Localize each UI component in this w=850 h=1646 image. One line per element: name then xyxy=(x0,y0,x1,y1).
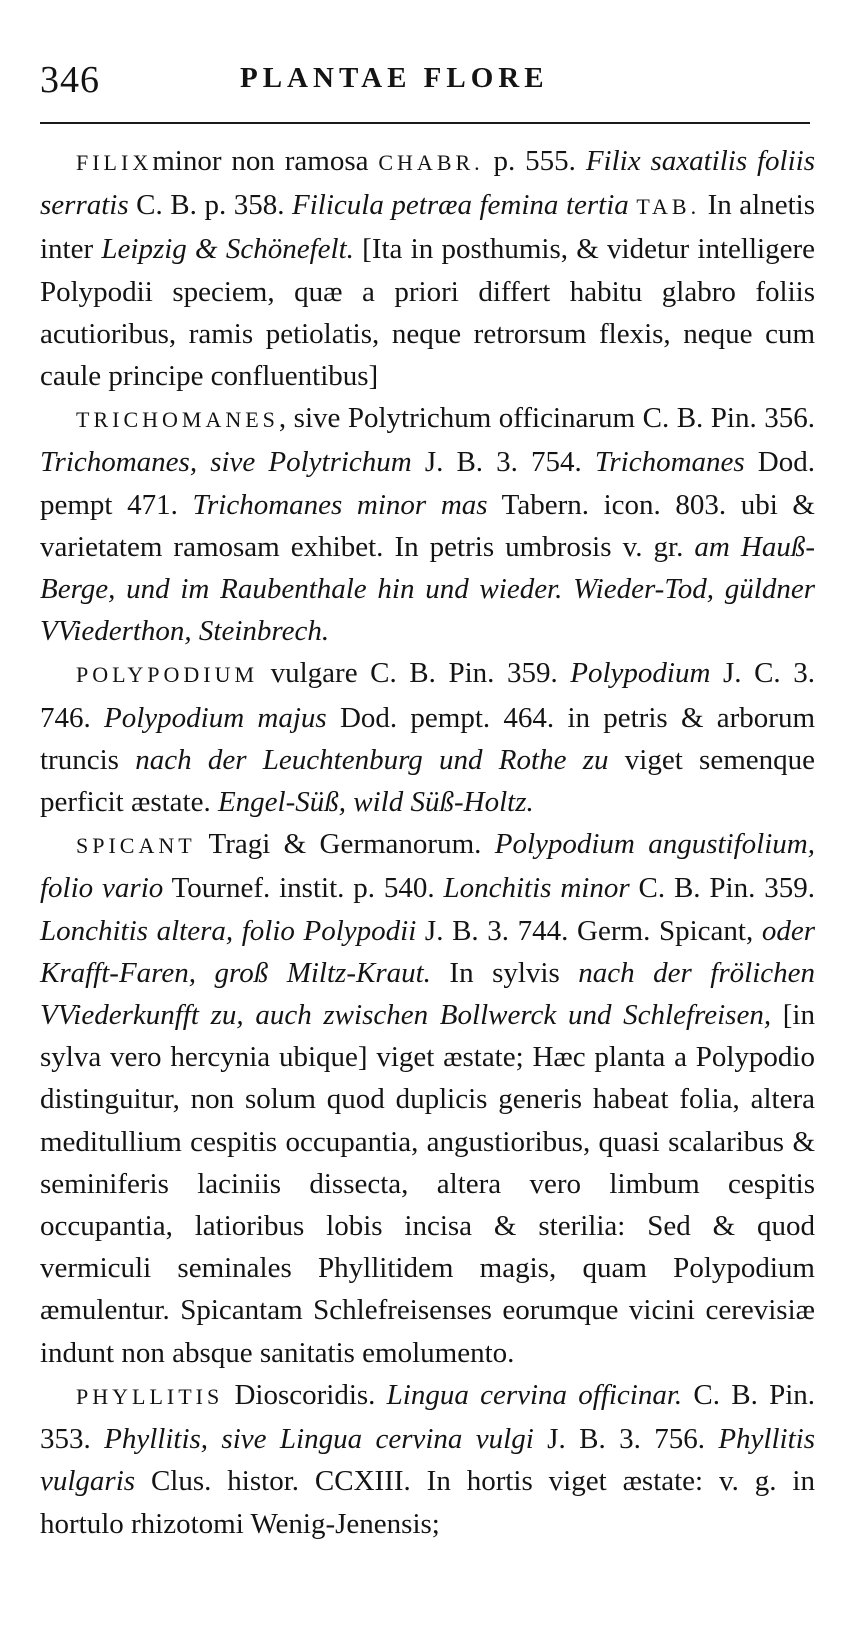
running-title: PLANTAE FLORE xyxy=(240,62,549,94)
roman-text: Dod. pempt 471. xyxy=(40,446,815,521)
roman-text: Dioscoridis. xyxy=(223,1378,387,1411)
roman-text: [in sylva vero hercynia ubique] viget æstate; Hæc planta a Polypodio distinguitur, non solum quod duplicis generis habeat folia, altera meditullium cespitis occupantia, angustioribus, quasi scalaribus & seminiferis laciniis dissecta, altera vero limbum cespitis occupantia, latioribus lobis incisa & sterilia: Sed & quod vermiculi seminales Phyllitidem magis, quam Polypodium æmulentur. Spicantam Schlefreisenses eorumque vicini cerevisiæ indunt non absque sanitatis emolumento. xyxy=(40,999,815,1369)
roman-text: J. B. 3. 756. xyxy=(533,1423,719,1456)
entry-name: FILIX xyxy=(76,150,153,175)
italic-text: Polypodium angustifolium, folio vario xyxy=(40,828,815,905)
body-text xyxy=(40,140,815,1545)
entry-phyllitis xyxy=(40,1374,815,1545)
entry-polypodium xyxy=(40,652,815,823)
roman-text: Tabern. icon. 803. ubi & varietatem ramosam exhibet. In petris umbrosis v. gr. xyxy=(40,488,815,563)
italic-text: Filix saxatilis foliis serratis xyxy=(40,145,816,222)
page-number: 346 xyxy=(40,59,100,101)
entry-spicant xyxy=(40,823,815,1374)
entry-filix xyxy=(40,140,815,397)
roman-text: p. 555. xyxy=(483,145,586,177)
italic-text: Phyllitis vulgaris xyxy=(40,1423,816,1498)
italic-text: Trichomanes xyxy=(594,446,745,479)
entry-trichomanes xyxy=(40,397,815,652)
roman-text: minor non ramosa xyxy=(152,145,379,177)
roman-text: J. C. 3. 746. xyxy=(40,657,815,734)
roman-text: Tournef. instit. p. 540. xyxy=(163,872,444,905)
italic-text: Lonchitis minor xyxy=(443,872,630,905)
entry-name: PHYLLITIS xyxy=(76,1383,224,1409)
small-caps-text: CHABR. xyxy=(378,150,484,175)
roman-text: viget semenque perficit æstate. xyxy=(40,743,815,819)
roman-text: vulgare C. B. Pin. 359. xyxy=(258,657,571,690)
italic-text: Filicula petræa femina tertia xyxy=(292,189,629,222)
roman-text: In sylvis xyxy=(430,956,579,989)
header-rule xyxy=(40,122,810,124)
italic-text: Polypodium xyxy=(570,657,711,690)
italic-text: Polypodium majus xyxy=(104,701,327,734)
roman-text: C. B. Pin. 359. xyxy=(629,872,815,905)
entry-name: POLYPODIUM xyxy=(76,662,259,688)
roman-text: , sive Polytrichum officinarum C. B. Pin. 356. xyxy=(278,402,815,435)
italic-text: Trichomanes, sive Polytrichum xyxy=(40,446,412,479)
roman-text: [Ita in posthumis, & videtur intelligere Polypodii speciem, quæ a priori differt habitu glabro foliis acutioribus, ramis petiolatis, neque retrorsum flexis, neque cum caule principe confluentibus] xyxy=(40,233,815,393)
roman-text: Dod. pempt. 464. in petris & arborum truncis xyxy=(40,701,816,776)
italic-text: Lingua cervina officinar. xyxy=(386,1378,683,1411)
italic-text: nach der Leuchtenburg und Rothe zu xyxy=(135,743,609,776)
roman-text: J. B. 3. 754. xyxy=(411,446,595,479)
roman-text: J. B. 3. 744. Germ. Spicant, xyxy=(416,914,762,947)
italic-text: Engel-Süß, wild Süß-Holtz. xyxy=(217,786,534,819)
italic-text: Leipzig & Schönefelt. xyxy=(101,233,354,266)
roman-text: C. B. Pin. 353. xyxy=(40,1378,815,1456)
entry-name: SPICANT xyxy=(76,833,196,859)
roman-text: In alnetis inter xyxy=(40,189,816,266)
italic-text: Trichomanes minor mas xyxy=(192,488,488,521)
italic-text: am Hauß-Berge, und im Raubenthale hin und wieder. Wieder-Tod, güldner VViederthon, Steinbrech. xyxy=(40,530,815,648)
italic-text: Lonchitis altera, folio Polypodii xyxy=(40,914,417,947)
italic-text: oder Krafft-Faren, groß Miltz-Kraut. xyxy=(40,914,815,989)
italic-text: nach der frölichen VViederkunfft zu, auch zwischen Bollwerck und Schlefreisen, xyxy=(40,956,815,1032)
roman-text: C. B. p. 358. xyxy=(128,189,293,222)
entry-name: TRICHOMANES xyxy=(76,407,279,433)
roman-text: Tragi & Germanorum. xyxy=(195,828,495,861)
small-caps-text: TAB. xyxy=(636,194,701,220)
roman-text: Clus. histor. CCXIII. In hortis viget æstate: v. g. in hortulo rhizotomi Wenig-Jenensis; xyxy=(40,1465,815,1540)
italic-text: Phyllitis, sive Lingua cervina vulgi xyxy=(104,1423,534,1456)
